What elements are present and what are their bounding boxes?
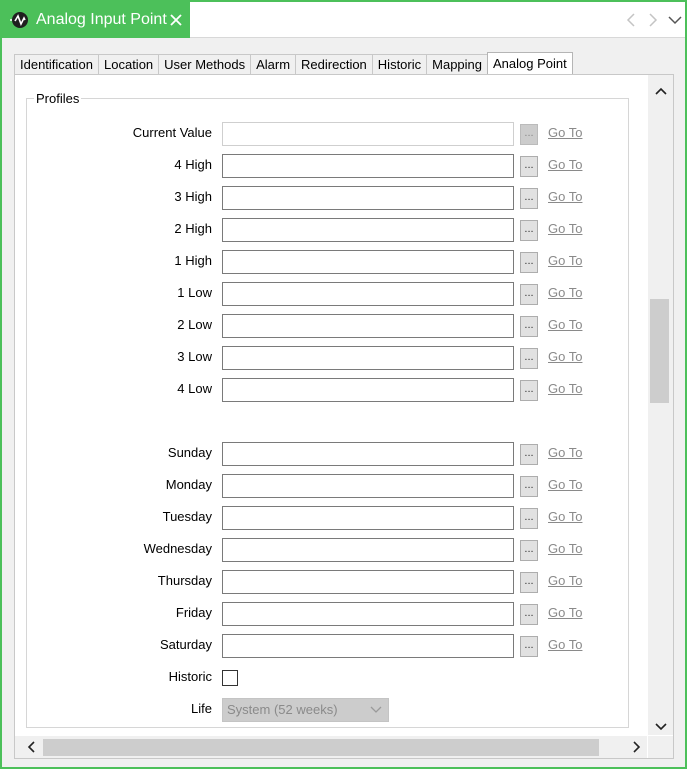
- scroll-up-icon[interactable]: [648, 79, 673, 103]
- close-icon[interactable]: [168, 12, 184, 28]
- document-tab[interactable]: [2, 2, 190, 38]
- threshold-row: [15, 314, 615, 338]
- threshold-goto-link[interactable]: Go To: [548, 349, 583, 364]
- life-row: [15, 698, 615, 722]
- threshold-goto-link[interactable]: Go To: [548, 381, 583, 396]
- threshold-browse-button[interactable]: ...: [520, 316, 538, 337]
- threshold-browse-button[interactable]: ...: [520, 188, 538, 209]
- day-field[interactable]: [222, 474, 514, 498]
- day-browse-button[interactable]: ...: [520, 476, 538, 497]
- current-value-browse-button: ...: [520, 124, 538, 145]
- threshold-browse-button[interactable]: ...: [520, 252, 538, 273]
- day-row: [15, 634, 615, 658]
- threshold-field[interactable]: [222, 378, 514, 402]
- tab-location[interactable]: Location: [98, 54, 158, 75]
- threshold-goto-link[interactable]: Go To: [548, 253, 583, 268]
- threshold-field[interactable]: [222, 218, 514, 242]
- scroll-left-icon[interactable]: [19, 736, 43, 758]
- threshold-label: 4 High: [174, 157, 212, 172]
- day-field[interactable]: [222, 570, 514, 594]
- threshold-label: 2 High: [174, 221, 212, 236]
- threshold-field[interactable]: [222, 154, 514, 178]
- chevron-right-icon[interactable]: [645, 12, 661, 28]
- scrollbar-corner: [648, 736, 673, 758]
- analog-point-panel: [14, 74, 674, 759]
- title-bar: [2, 2, 685, 38]
- historic-label: Historic: [168, 669, 212, 684]
- day-goto-link[interactable]: Go To: [548, 509, 583, 524]
- threshold-row: [15, 282, 615, 306]
- historic-checkbox[interactable]: [222, 670, 238, 686]
- historic-row: [15, 666, 615, 690]
- day-browse-button[interactable]: ...: [520, 540, 538, 561]
- day-field[interactable]: [222, 506, 514, 530]
- day-label: Monday: [165, 477, 212, 492]
- threshold-row: [15, 186, 615, 210]
- day-goto-link[interactable]: Go To: [548, 573, 583, 588]
- threshold-row: [15, 346, 615, 370]
- document-navigation: [623, 12, 683, 28]
- threshold-goto-link[interactable]: Go To: [548, 189, 583, 204]
- day-row: [15, 538, 615, 562]
- day-field[interactable]: [222, 538, 514, 562]
- threshold-goto-link[interactable]: Go To: [548, 157, 583, 172]
- scroll-content: [15, 75, 647, 735]
- day-goto-link[interactable]: Go To: [548, 541, 583, 556]
- threshold-field[interactable]: [222, 250, 514, 274]
- property-tabs: [14, 52, 573, 75]
- day-row: [15, 570, 615, 594]
- threshold-browse-button[interactable]: ...: [520, 380, 538, 401]
- horizontal-scrollbar[interactable]: [15, 736, 647, 758]
- chevron-down-icon: [370, 701, 382, 719]
- day-browse-button[interactable]: ...: [520, 604, 538, 625]
- life-select: [222, 698, 389, 722]
- tab-user-methods[interactable]: User Methods: [158, 54, 250, 75]
- day-label: Thursday: [157, 573, 212, 588]
- threshold-field[interactable]: [222, 186, 514, 210]
- threshold-label: 4 Low: [177, 381, 212, 396]
- day-goto-link[interactable]: Go To: [548, 605, 583, 620]
- tab-alarm[interactable]: Alarm: [250, 54, 295, 75]
- threshold-row: [15, 250, 615, 274]
- day-label: Wednesday: [143, 541, 212, 556]
- current-value-goto-link[interactable]: Go To: [548, 125, 583, 140]
- threshold-row: [15, 154, 615, 178]
- vertical-scroll-thumb[interactable]: [650, 299, 669, 403]
- scroll-right-icon[interactable]: [625, 736, 649, 758]
- day-field[interactable]: [222, 634, 514, 658]
- day-browse-button[interactable]: ...: [520, 572, 538, 593]
- day-browse-button[interactable]: ...: [520, 636, 538, 657]
- day-row: [15, 442, 615, 466]
- day-browse-button[interactable]: ...: [520, 444, 538, 465]
- threshold-field[interactable]: [222, 282, 514, 306]
- profiles-group-title: Profiles: [36, 91, 80, 106]
- day-row: [15, 602, 615, 626]
- day-field[interactable]: [222, 442, 514, 466]
- horizontal-scroll-thumb[interactable]: [43, 739, 599, 756]
- tab-redirection[interactable]: Redirection: [295, 54, 372, 75]
- life-select-value: System (52 weeks): [227, 702, 338, 717]
- chevron-left-icon[interactable]: [623, 12, 639, 28]
- tab-historic[interactable]: Historic: [372, 54, 426, 75]
- threshold-browse-button[interactable]: ...: [520, 156, 538, 177]
- day-goto-link[interactable]: Go To: [548, 445, 583, 460]
- day-label: Friday: [175, 605, 212, 620]
- tab-mapping[interactable]: Mapping: [426, 54, 487, 75]
- chevron-down-icon[interactable]: [667, 12, 683, 28]
- tab-analog-point[interactable]: Analog Point: [487, 52, 573, 75]
- threshold-goto-link[interactable]: Go To: [548, 285, 583, 300]
- threshold-browse-button[interactable]: ...: [520, 220, 538, 241]
- threshold-field[interactable]: [222, 346, 514, 370]
- day-goto-link[interactable]: Go To: [548, 637, 583, 652]
- threshold-field[interactable]: [222, 314, 514, 338]
- day-row: [15, 474, 615, 498]
- threshold-row: [15, 378, 615, 402]
- day-label: Sunday: [167, 445, 212, 460]
- current-value-field: [222, 122, 514, 146]
- day-field[interactable]: [222, 602, 514, 626]
- current-value-label: Current Value: [132, 125, 212, 140]
- day-row: [15, 506, 615, 530]
- tab-identification[interactable]: Identification: [14, 54, 98, 75]
- day-label: Saturday: [159, 637, 212, 652]
- threshold-label: 1 High: [174, 253, 212, 268]
- threshold-goto-link[interactable]: Go To: [548, 317, 583, 332]
- threshold-label: 3 High: [174, 189, 212, 204]
- current-value-row: [15, 122, 615, 146]
- threshold-browse-button[interactable]: ...: [520, 348, 538, 369]
- vertical-scrollbar[interactable]: [648, 75, 673, 735]
- threshold-label: 3 Low: [177, 349, 212, 364]
- threshold-goto-link[interactable]: Go To: [548, 221, 583, 236]
- threshold-row: [15, 218, 615, 242]
- threshold-label: 2 Low: [177, 317, 212, 332]
- window-title: Analog Input Point: [36, 11, 167, 28]
- day-label: Tuesday: [162, 509, 212, 524]
- threshold-label: 1 Low: [177, 285, 212, 300]
- threshold-browse-button[interactable]: ...: [520, 284, 538, 305]
- analog-signal-icon: [10, 10, 30, 30]
- day-goto-link[interactable]: Go To: [548, 477, 583, 492]
- day-browse-button[interactable]: ...: [520, 508, 538, 529]
- life-label: Life: [191, 701, 212, 716]
